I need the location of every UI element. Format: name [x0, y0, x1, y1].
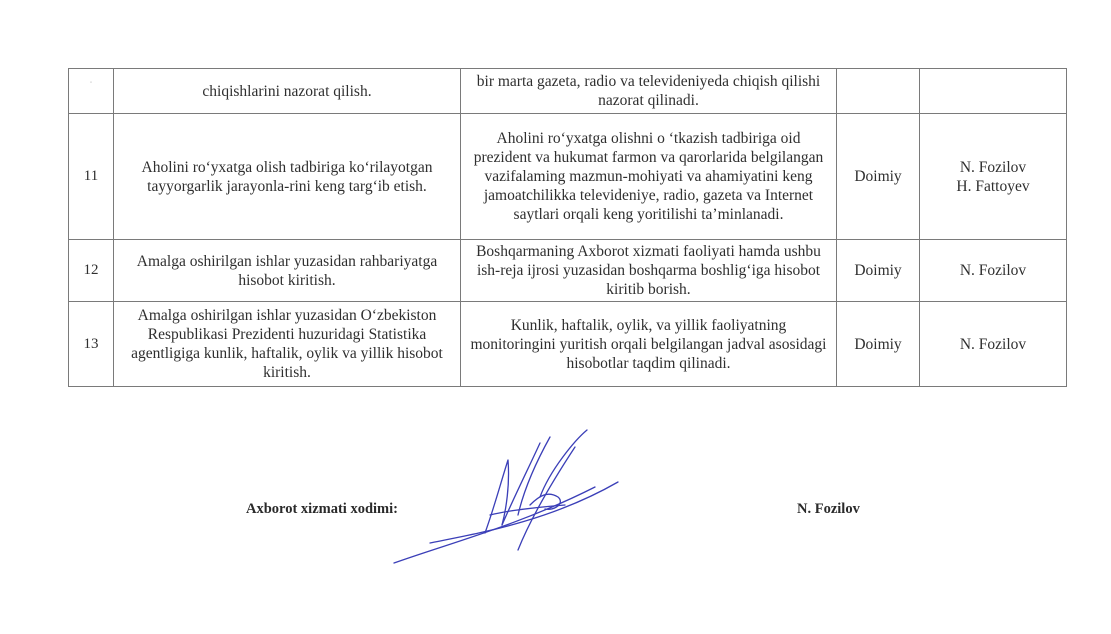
term-cell	[837, 69, 920, 114]
responsible-name: N. Fozilov	[959, 158, 1027, 176]
term-cell: Doimiy	[837, 302, 920, 387]
responsible-cell	[920, 302, 1067, 387]
description-cell: bir marta gazeta, radio va televideniyeda chiqish qilishi nazorat qilinadi.	[461, 69, 837, 114]
task-cell: Aholini ro‘yxatga olish tadbiriga ko‘rilayotgan tayyorgarlik jarayonla-rini keng targ‘ib etish.	[114, 114, 461, 240]
term-cell: Doimiy	[837, 240, 920, 302]
responsible-name: N. Fozilov	[959, 335, 1027, 353]
row-number-cell: 11	[69, 114, 114, 240]
task-cell: Amalga oshirilgan ishlar yuzasidan rahbariyatga hisobot kiritish.	[114, 240, 461, 302]
responsible-cell	[920, 69, 1067, 114]
responsible-name: H. Fattoyev	[956, 177, 1030, 195]
table-row	[69, 302, 1067, 387]
task-cell: Amalga oshirilgan ishlar yuzasidan O‘zbekiston Respublikasi Prezidenti huzuridagi Statistika agentligiga kunlik, haftalik, oylik va yillik hisobot kiritish.	[114, 302, 461, 387]
term-cell: Doimiy	[837, 114, 920, 240]
handwritten-signature	[390, 425, 625, 570]
row-number-cell: 13	[69, 302, 114, 387]
description-cell: Boshqarmaning Axborot xizmati faoliyati hamda ushbu ish-reja ijrosi yuzasidan boshqarma boshlig‘iga hisobot kiritib borish.	[461, 240, 837, 302]
signatory-name: N. Fozilov	[797, 501, 860, 517]
responsible-name: N. Fozilov	[959, 262, 1027, 279]
description-cell: Kunlik, haftalik, oylik, va yillik faoliyatning monitoringini yuritish orqali belgilangan jadval asosidagi hisobotlar taqdim qilinadi.	[461, 302, 837, 387]
description-cell: Aholini ro‘yxatga olishni o ‘tkazish tadbiriga oid prezident va hukumat farmon va qarorlarida belgilangan vazifalaming mazmun-mohiyati va ahamiyatini keng jamoatchilikka televideniye, radio, gazeta va Internet saytlari orqali keng yoritilishi ta’minlanadi.	[461, 114, 837, 240]
work-plan-table	[68, 68, 1067, 387]
signature-role-label: Axborot xizmati xodimi:	[246, 501, 398, 517]
table-row	[69, 114, 1067, 240]
row-number-cell	[69, 69, 114, 114]
responsible-cell	[920, 240, 1067, 302]
table-row	[69, 69, 1067, 114]
row-number-cell: 12	[69, 240, 114, 302]
task-cell: chiqishlarini nazorat qilish.	[114, 69, 461, 114]
table-row	[69, 240, 1067, 302]
responsible-cell	[920, 114, 1067, 240]
